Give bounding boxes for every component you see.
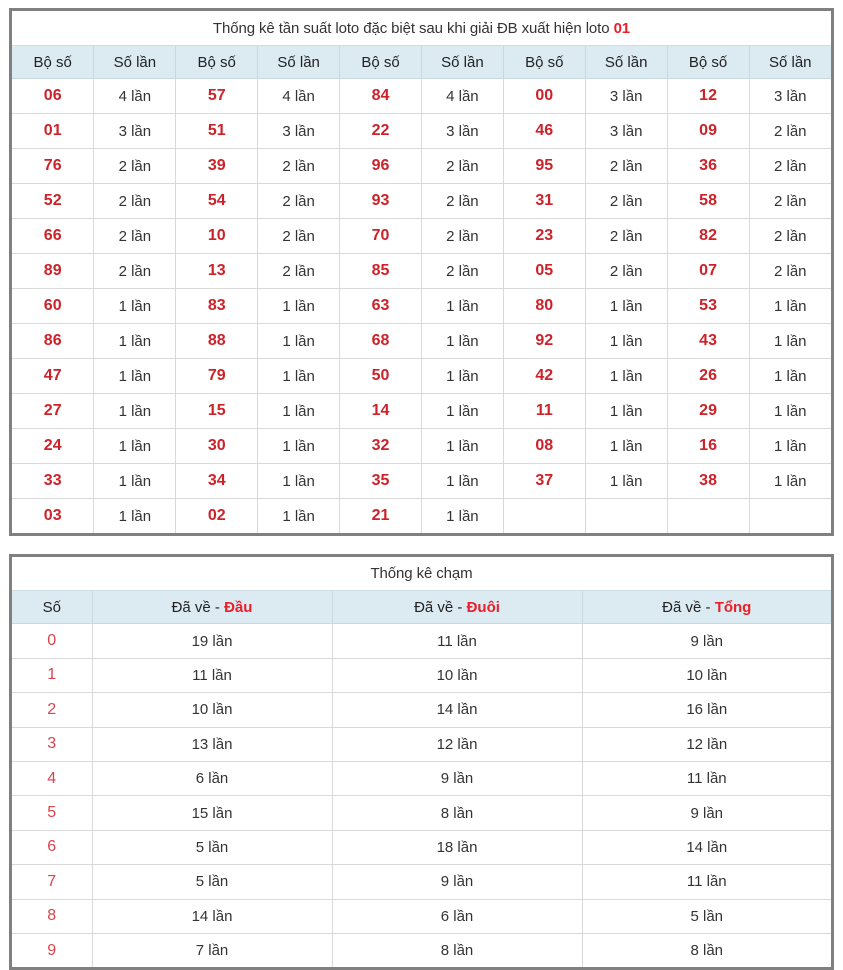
lotto-number-cell: 50 [340,359,422,394]
lotto-number-cell: 27 [12,394,94,429]
occurrence-count-cell: 1 lần [94,359,176,394]
cham-table [12,557,831,967]
table-row [12,865,831,899]
occurrence-count-cell: 1 lần [585,289,667,324]
frequency-col-header: Bộ số [340,46,422,79]
table-row [12,184,831,219]
cham-tong-count-cell: 16 lần [582,693,831,727]
cham-title: Thống kê chạm [12,557,831,591]
lotto-number-cell: 86 [12,324,94,359]
table-row [12,394,831,429]
lotto-number-cell: 38 [667,464,749,499]
frequency-table-body [12,79,831,534]
occurrence-count-cell: 3 lần [258,114,340,149]
lotto-number-cell: 12 [667,79,749,114]
occurrence-count-cell [585,499,667,534]
lotto-number-cell: 26 [667,359,749,394]
frequency-col-header: Số lần [258,46,340,79]
occurrence-count-cell: 2 lần [585,254,667,289]
cham-tong-count-cell: 10 lần [582,658,831,692]
cham-col-header-prefix: Đã về - [414,598,467,616]
occurrence-count-cell: 1 lần [258,464,340,499]
lotto-number-cell: 70 [340,219,422,254]
lotto-number-cell: 02 [176,499,258,534]
lotto-number-cell: 05 [503,254,585,289]
lotto-number-cell: 96 [340,149,422,184]
cham-dau-count-cell: 14 lần [92,899,332,933]
lotto-number-cell: 07 [667,254,749,289]
lotto-number-cell: 89 [12,254,94,289]
cham-duoi-count-cell: 9 lần [332,865,582,899]
frequency-col-header: Số lần [749,46,831,79]
table-row [12,624,831,658]
lotto-number-cell: 22 [340,114,422,149]
occurrence-count-cell: 1 lần [421,394,503,429]
frequency-col-header: Bộ số [667,46,749,79]
table-row [12,149,831,184]
occurrence-count-cell: 1 lần [94,324,176,359]
cham-duoi-count-cell: 11 lần [332,624,582,658]
lotto-number-cell: 14 [340,394,422,429]
lotto-number-cell: 01 [12,114,94,149]
cham-tong-count-cell: 14 lần [582,830,831,864]
cham-header-row [12,591,831,624]
table-row [12,830,831,864]
cham-col-header-prefix: Đã về - [662,598,715,616]
occurrence-count-cell: 1 lần [749,289,831,324]
occurrence-count-cell: 2 lần [94,219,176,254]
lotto-number-cell: 31 [503,184,585,219]
occurrence-count-cell: 1 lần [258,289,340,324]
table-row [12,429,831,464]
frequency-col-header: Số lần [585,46,667,79]
cham-dau-count-cell: 13 lần [92,727,332,761]
lotto-number-cell: 88 [176,324,258,359]
lotto-number-cell: 58 [667,184,749,219]
table-row [12,219,831,254]
cham-col-header [332,591,582,624]
cham-duoi-count-cell: 12 lần [332,727,582,761]
lotto-number-cell: 84 [340,79,422,114]
lotto-number-cell: 35 [340,464,422,499]
lotto-number-cell: 00 [503,79,585,114]
lotto-number-cell: 63 [340,289,422,324]
occurrence-count-cell: 1 lần [94,429,176,464]
occurrence-count-cell: 4 lần [94,79,176,114]
occurrence-count-cell: 2 lần [421,219,503,254]
cham-tong-count-cell: 12 lần [582,727,831,761]
lotto-number-cell: 39 [176,149,258,184]
occurrence-count-cell: 2 lần [749,219,831,254]
lotto-number-cell: 21 [340,499,422,534]
occurrence-count-cell: 3 lần [94,114,176,149]
lotto-number-cell: 16 [667,429,749,464]
cham-col-header: Số [12,591,92,624]
lotto-number-cell: 93 [340,184,422,219]
cham-tong-count-cell: 11 lần [582,761,831,795]
occurrence-count-cell: 2 lần [258,149,340,184]
occurrence-count-cell: 1 lần [421,429,503,464]
lotto-number-cell: 32 [340,429,422,464]
lotto-number-cell: 29 [667,394,749,429]
lotto-number-cell: 82 [667,219,749,254]
frequency-title [12,11,831,46]
lotto-number-cell: 33 [12,464,94,499]
occurrence-count-cell: 1 lần [258,324,340,359]
cham-duoi-count-cell: 6 lần [332,899,582,933]
cham-duoi-count-cell: 18 lần [332,830,582,864]
lotto-number-cell: 08 [503,429,585,464]
lotto-number-cell: 52 [12,184,94,219]
cham-duoi-count-cell: 8 lần [332,796,582,830]
cham-digit-cell: 9 [12,933,92,967]
cham-tong-count-cell: 9 lần [582,624,831,658]
occurrence-count-cell: 2 lần [749,184,831,219]
lotto-number-cell: 30 [176,429,258,464]
frequency-title-highlight: 01 [613,19,631,37]
occurrence-count-cell: 2 lần [94,184,176,219]
lotto-number-cell: 15 [176,394,258,429]
cham-digit-cell: 7 [12,865,92,899]
occurrence-count-cell: 2 lần [585,219,667,254]
cham-digit-cell: 5 [12,796,92,830]
table-row [12,289,831,324]
occurrence-count-cell: 1 lần [421,464,503,499]
occurrence-count-cell: 1 lần [421,359,503,394]
cham-duoi-count-cell: 10 lần [332,658,582,692]
cham-dau-count-cell: 5 lần [92,830,332,864]
table-row [12,933,831,967]
cham-tong-count-cell: 11 lần [582,865,831,899]
occurrence-count-cell: 2 lần [421,184,503,219]
lotto-number-cell: 68 [340,324,422,359]
cham-tong-count-cell: 9 lần [582,796,831,830]
lotto-number-cell: 46 [503,114,585,149]
lotto-number-cell: 80 [503,289,585,324]
cham-digit-cell: 0 [12,624,92,658]
lotto-number-cell [667,499,749,534]
occurrence-count-cell: 1 lần [421,289,503,324]
occurrence-count-cell: 1 lần [585,324,667,359]
cham-title-row [12,557,831,591]
occurrence-count-cell: 2 lần [749,114,831,149]
cham-dau-count-cell: 5 lần [92,865,332,899]
occurrence-count-cell: 2 lần [94,254,176,289]
lotto-number-cell: 47 [12,359,94,394]
occurrence-count-cell: 1 lần [749,324,831,359]
cham-digit-cell: 4 [12,761,92,795]
table-row [12,693,831,727]
cham-digit-cell: 2 [12,693,92,727]
cham-tong-count-cell: 8 lần [582,933,831,967]
occurrence-count-cell: 1 lần [585,359,667,394]
lotto-number-cell: 24 [12,429,94,464]
frequency-header-row [12,46,831,79]
table-row [12,114,831,149]
occurrence-count-cell: 2 lần [258,184,340,219]
cham-digit-cell: 3 [12,727,92,761]
cham-dau-count-cell: 6 lần [92,761,332,795]
lotto-number-cell: 57 [176,79,258,114]
occurrence-count-cell: 1 lần [94,289,176,324]
cham-col-header-highlight: Tổng [714,598,752,616]
table-row [12,727,831,761]
cham-col-header [582,591,831,624]
table-row [12,658,831,692]
occurrence-count-cell: 2 lần [258,254,340,289]
lotto-number-cell: 83 [176,289,258,324]
occurrence-count-cell: 3 lần [585,114,667,149]
frequency-panel [9,8,834,536]
occurrence-count-cell: 1 lần [585,464,667,499]
occurrence-count-cell: 4 lần [258,79,340,114]
cham-digit-cell: 1 [12,658,92,692]
cham-col-header-highlight: Đuôi [466,598,500,616]
occurrence-count-cell: 1 lần [749,359,831,394]
occurrence-count-cell: 1 lần [258,359,340,394]
occurrence-count-cell: 1 lần [421,499,503,534]
cham-dau-count-cell: 7 lần [92,933,332,967]
table-row [12,899,831,933]
cham-col-header [92,591,332,624]
table-row [12,796,831,830]
cham-duoi-count-cell: 9 lần [332,761,582,795]
occurrence-count-cell: 2 lần [585,184,667,219]
frequency-table [12,11,831,533]
lotto-number-cell: 13 [176,254,258,289]
occurrence-count-cell: 2 lần [421,149,503,184]
lotto-number-cell: 36 [667,149,749,184]
table-row [12,761,831,795]
occurrence-count-cell: 1 lần [749,464,831,499]
occurrence-count-cell: 1 lần [258,394,340,429]
occurrence-count-cell: 3 lần [421,114,503,149]
cham-duoi-count-cell: 8 lần [332,933,582,967]
lotto-number-cell: 03 [12,499,94,534]
cham-panel [9,554,834,970]
lotto-number-cell: 53 [667,289,749,324]
occurrence-count-cell: 1 lần [94,394,176,429]
occurrence-count-cell [749,499,831,534]
occurrence-count-cell: 1 lần [749,394,831,429]
cham-dau-count-cell: 11 lần [92,658,332,692]
occurrence-count-cell: 4 lần [421,79,503,114]
lotto-number-cell: 34 [176,464,258,499]
table-row [12,464,831,499]
lotto-number-cell: 10 [176,219,258,254]
lotto-number-cell [503,499,585,534]
occurrence-count-cell: 1 lần [585,429,667,464]
cham-col-header-prefix: Đã về - [171,598,225,616]
occurrence-count-cell: 2 lần [749,254,831,289]
cham-dau-count-cell: 10 lần [92,693,332,727]
lotto-number-cell: 79 [176,359,258,394]
cham-table-body [12,624,831,967]
occurrence-count-cell: 2 lần [749,149,831,184]
occurrence-count-cell: 1 lần [749,429,831,464]
lotto-number-cell: 95 [503,149,585,184]
occurrence-count-cell: 2 lần [421,254,503,289]
cham-tong-count-cell: 5 lần [582,899,831,933]
table-row [12,359,831,394]
occurrence-count-cell: 2 lần [258,219,340,254]
lotto-number-cell: 23 [503,219,585,254]
frequency-title-row [12,11,831,46]
occurrence-count-cell: 1 lần [421,324,503,359]
lotto-number-cell: 76 [12,149,94,184]
cham-dau-count-cell: 15 lần [92,796,332,830]
frequency-col-header: Số lần [94,46,176,79]
lotto-number-cell: 54 [176,184,258,219]
cham-dau-count-cell: 19 lần [92,624,332,658]
lotto-number-cell: 11 [503,394,585,429]
occurrence-count-cell: 1 lần [258,429,340,464]
occurrence-count-cell: 3 lần [585,79,667,114]
occurrence-count-cell: 1 lần [94,499,176,534]
occurrence-count-cell: 1 lần [94,464,176,499]
frequency-col-header: Bộ số [503,46,585,79]
frequency-title-text: Thống kê tần suất loto đặc biệt sau khi giải ĐB xuất hiện loto [212,19,610,37]
lotto-number-cell: 92 [503,324,585,359]
table-row [12,499,831,534]
table-row [12,324,831,359]
cham-col-header-highlight: Đầu [224,598,253,616]
lotto-number-cell: 09 [667,114,749,149]
occurrence-count-cell: 1 lần [585,394,667,429]
occurrence-count-cell: 3 lần [749,79,831,114]
occurrence-count-cell: 2 lần [94,149,176,184]
occurrence-count-cell: 2 lần [585,149,667,184]
lotto-number-cell: 06 [12,79,94,114]
lotto-number-cell: 43 [667,324,749,359]
lotto-number-cell: 66 [12,219,94,254]
frequency-col-header: Bộ số [12,46,94,79]
lotto-number-cell: 60 [12,289,94,324]
table-row [12,79,831,114]
table-row [12,254,831,289]
cham-duoi-count-cell: 14 lần [332,693,582,727]
lotto-number-cell: 42 [503,359,585,394]
occurrence-count-cell: 1 lần [258,499,340,534]
lotto-number-cell: 85 [340,254,422,289]
lotto-number-cell: 37 [503,464,585,499]
cham-digit-cell: 6 [12,830,92,864]
frequency-col-header: Bộ số [176,46,258,79]
cham-digit-cell: 8 [12,899,92,933]
frequency-col-header: Số lần [421,46,503,79]
lotto-number-cell: 51 [176,114,258,149]
